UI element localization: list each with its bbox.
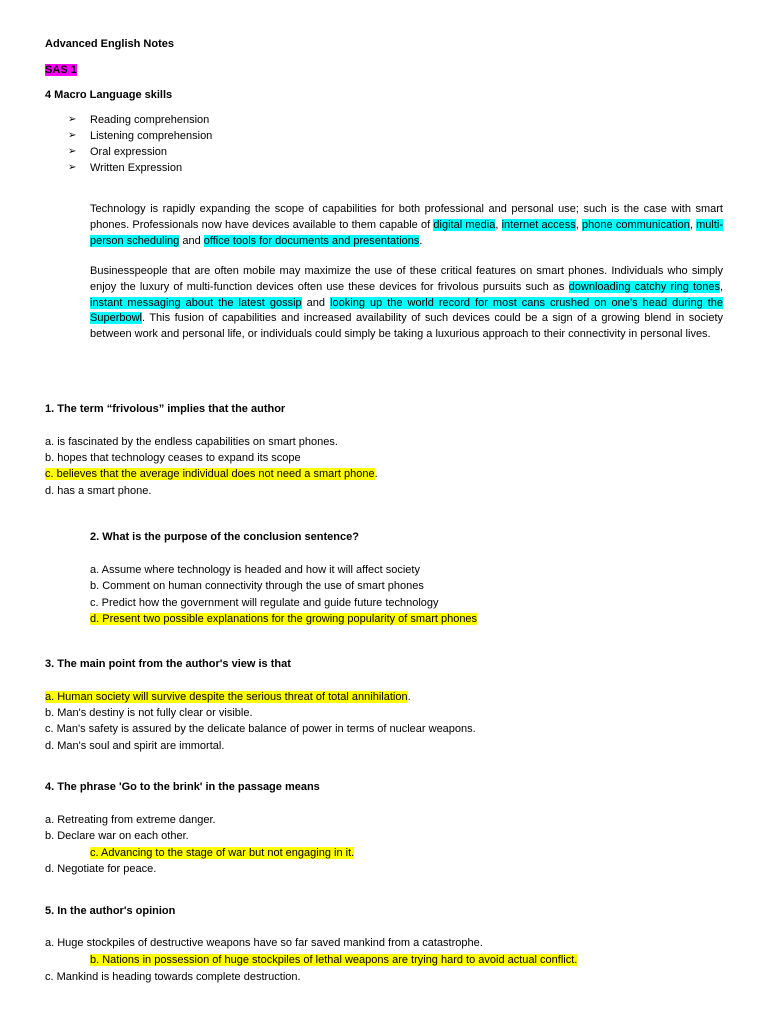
answer-option-selected — [90, 846, 354, 861]
skill-label: Oral expression — [90, 146, 168, 158]
highlighted-phrase: office tools for documents and presentations — [203, 234, 420, 247]
paragraph-text: . This fusion of capabilities and increased availability of such devices could be a sign of a growing blend in society between work and personal life, or individuals could simply be taking a luxurious approach to their connectivity in personal lives. — [90, 312, 723, 341]
answer-highlight: c. Advancing to the stage of war but not engaging in it. — [90, 847, 355, 859]
paragraph-text: . — [419, 234, 423, 247]
highlighted-phrase: phone communication — [582, 218, 690, 231]
passage-paragraph-1 — [90, 202, 723, 249]
answer-highlight: d. Present two possible explanations for the growing popularity of smart phones — [90, 613, 478, 625]
answer-punctuation: . — [407, 691, 411, 703]
answer-option: b. Comment on human connectivity through the use of smart phones — [90, 580, 424, 592]
paragraph-text: and — [301, 296, 331, 309]
answer-option: d. Negotiate for peace. — [45, 863, 157, 875]
answer-option: b. Man's destiny is not fully clear or visible. — [45, 707, 253, 719]
sas-label-text: SAS 1 — [45, 64, 77, 76]
highlighted-phrase: digital media — [433, 218, 496, 231]
section-heading: 4 Macro Language skills — [45, 89, 173, 101]
skill-label: Reading comprehension — [90, 114, 210, 126]
answer-highlight: c. believes that the average individual does not need a smart phone — [45, 468, 375, 480]
answer-option: d. has a smart phone. — [45, 485, 152, 497]
paragraph-text: , — [689, 218, 697, 231]
answer-option-selected — [45, 467, 378, 482]
answer-option-selected — [45, 690, 411, 705]
answer-option: a. is fascinated by the endless capabilities on smart phones. — [45, 436, 338, 448]
arrow-bullet-icon: ➢ — [68, 162, 77, 173]
highlighted-phrase: instant messaging about the latest gossip — [90, 296, 302, 309]
question-3: 3. The main point from the author's view is that — [45, 658, 291, 670]
paragraph-text: , — [719, 280, 724, 293]
answer-option-selected — [90, 953, 577, 968]
paragraph-text: and — [179, 234, 204, 247]
answer-option: a. Assume where technology is headed and how it will affect society — [90, 564, 420, 576]
sas-label — [45, 63, 77, 78]
question-2: 2. What is the purpose of the conclusion sentence? — [90, 531, 359, 543]
skill-label: Listening comprehension — [90, 130, 213, 142]
highlighted-phrase: looking up the world record for most cans crushed on one’s head during the Superbowl — [90, 296, 724, 325]
paragraph-text: , — [495, 218, 502, 231]
arrow-bullet-icon: ➢ — [68, 146, 77, 157]
passage-paragraph-2 — [90, 264, 723, 343]
answer-option-selected — [90, 612, 477, 627]
answer-option: a. Huge stockpiles of destructive weapons have so far saved mankind from a catastrophe. — [45, 937, 483, 949]
highlighted-phrase: multi-person scheduling — [90, 218, 723, 247]
arrow-bullet-icon: ➢ — [68, 114, 77, 125]
answer-option: b. hopes that technology ceases to expand its scope — [45, 452, 301, 464]
list-item — [68, 144, 212, 160]
question-4: 4. The phrase 'Go to the brink' in the passage means — [45, 781, 320, 793]
arrow-bullet-icon: ➢ — [68, 130, 77, 141]
answer-option: d. Man's soul and spirit are immortal. — [45, 740, 225, 752]
list-item — [68, 112, 212, 128]
paragraph-text: Businesspeople that are often mobile may maximize the use of these critical features on smart phones. Individuals who simply enjoy the luxury of multi-function devices often use these devices for frivolous pursuits such as — [90, 265, 723, 293]
answer-option: b. Declare war on each other. — [45, 830, 189, 842]
list-item — [68, 160, 212, 176]
skills-list — [68, 112, 212, 176]
answer-option: c. Predict how the government will regulate and guide future technology — [90, 597, 439, 609]
answer-highlight: b. Nations in possession of huge stockpiles of lethal weapons are trying hard to avoid actual conflict. — [90, 954, 578, 966]
skill-label: Written Expression — [90, 162, 183, 174]
highlighted-phrase: internet access — [501, 218, 576, 231]
highlighted-phrase: downloading catchy ring tones — [568, 280, 720, 293]
answer-highlight: a. Human society will survive despite the serious threat of total annihilation — [45, 691, 408, 703]
answer-option: a. Retreating from extreme danger. — [45, 814, 216, 826]
question-5: 5. In the author's opinion — [45, 905, 176, 917]
question-1: 1. The term “frivolous” implies that the author — [45, 403, 286, 415]
answer-punctuation: . — [374, 468, 378, 480]
answer-option: c. Man's safety is assured by the delicate balance of power in terms of nuclear weapons. — [45, 723, 476, 735]
paragraph-text: , — [575, 218, 583, 231]
document-title: Advanced English Notes — [45, 38, 174, 50]
list-item — [68, 128, 212, 144]
answer-option: c. Mankind is heading towards complete destruction. — [45, 971, 301, 983]
paragraph-text: Technology is rapidly expanding the scope of capabilities for both professional and personal use; such is the case with smart phones. Professionals now have devices available to them capable of — [90, 203, 723, 231]
